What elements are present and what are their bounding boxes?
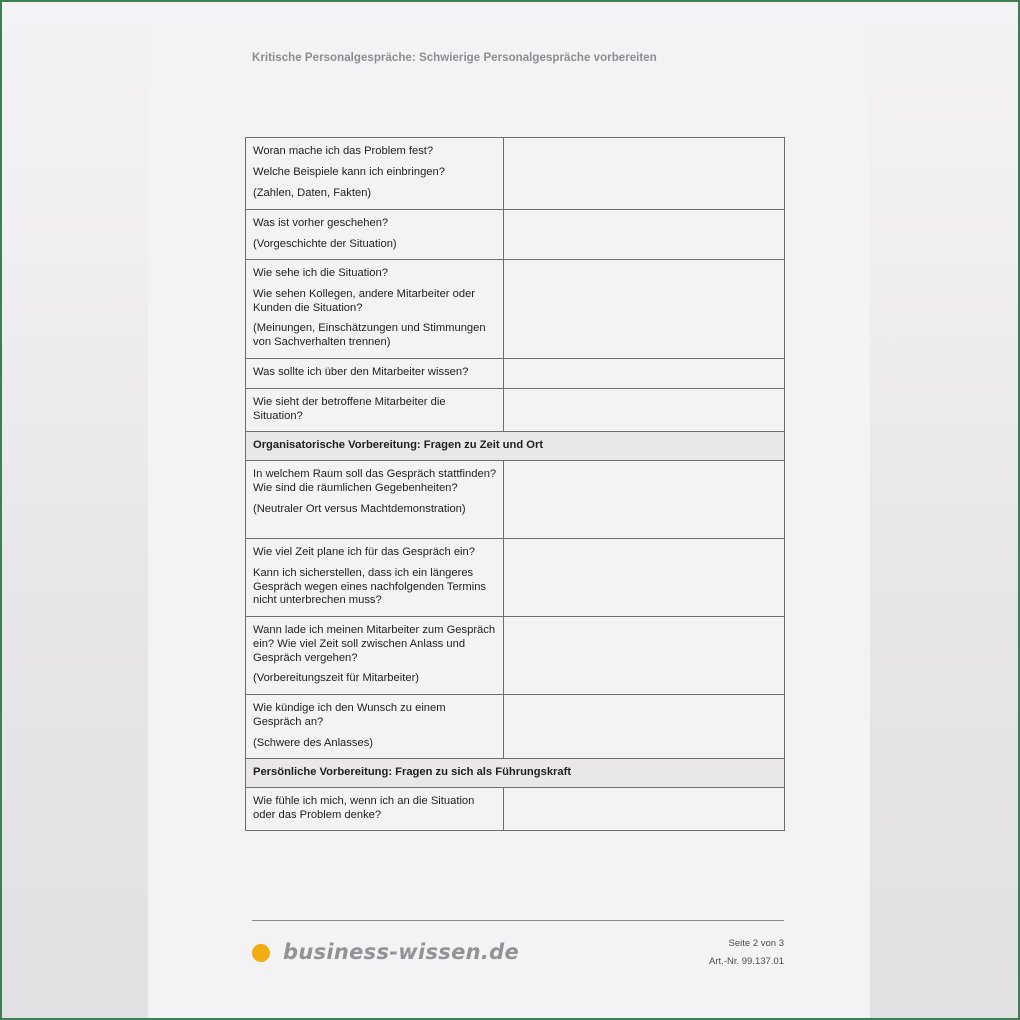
- answer-cell[interactable]: [504, 210, 785, 260]
- question-text: Welche Beispiele kann ich einbringen?: [253, 165, 445, 178]
- question-text: Wie kündige ich den Wunsch zu einem Gespräch an?: [253, 702, 446, 728]
- logo-text: business-wissen.de: [283, 940, 520, 964]
- section-header-label: Organisatorische Vorbereitung: Fragen zu Zeit und Ort: [246, 432, 785, 461]
- question-text: (Vorgeschichte der Situation): [253, 237, 397, 250]
- right-margin-panel: [870, 2, 1018, 1018]
- question-text: (Zahlen, Daten, Fakten): [253, 186, 372, 199]
- question-cell: [246, 389, 504, 432]
- answer-cell[interactable]: [504, 389, 785, 432]
- question-text: Wie fühle ich mich, wenn ich an die Situation oder das Problem denke?: [253, 795, 475, 821]
- question-text: (Neutraler Ort versus Machtdemonstration): [253, 502, 466, 515]
- question-text: Was ist vorher geschehen?: [253, 217, 389, 229]
- question-text: Wann lade ich meinen Mitarbeiter zum Gespräch ein? Wie viel Zeit soll zwischen Anlass und Gespräch vergehen?: [253, 624, 496, 664]
- footer-divider: [252, 920, 784, 921]
- question-text: Wie viel Zeit plane ich für das Gespräch ein?: [253, 546, 475, 558]
- question-cell: [246, 617, 504, 695]
- answer-cell[interactable]: [504, 359, 785, 389]
- question-cell: [246, 138, 504, 210]
- answer-cell[interactable]: [504, 138, 785, 210]
- table-row: [246, 138, 785, 210]
- question-text: Was sollte ich über den Mitarbeiter wissen?: [253, 366, 469, 378]
- section-header-label: Persönliche Vorbereitung: Fragen zu sich als Führungskraft: [246, 759, 785, 788]
- preparation-questions-table: [245, 137, 785, 831]
- section-header-row: [246, 432, 785, 461]
- answer-cell[interactable]: [504, 461, 785, 539]
- question-cell: [246, 461, 504, 539]
- question-cell: [246, 359, 504, 389]
- question-text: (Meinungen, Einschätzungen und Stimmungen von Sachverhalten trennen): [253, 322, 486, 349]
- question-text: Kann ich sicherstellen, dass ich ein längeres Gespräch wegen eines nachfolgenden Termins nicht unterbrechen muss?: [253, 566, 487, 607]
- answer-cell[interactable]: [504, 539, 785, 617]
- table-row: [246, 695, 785, 759]
- answer-cell[interactable]: [504, 788, 785, 831]
- answer-cell[interactable]: [504, 695, 785, 759]
- section-header-row: [246, 759, 785, 788]
- question-cell: [246, 695, 504, 759]
- article-number: Art.-Nr. 99.137.01: [709, 956, 784, 967]
- table-row: [246, 389, 785, 432]
- question-text: (Vorbereitungszeit für Mitarbeiter): [253, 672, 420, 685]
- table-row: [246, 617, 785, 695]
- document-header-title: Kritische Personalgespräche: Schwierige Personalgespräche vorbereiten: [252, 52, 657, 64]
- footer-meta: [709, 935, 784, 971]
- question-text: In welchem Raum soll das Gespräch stattfinden? Wie sind die räumlichen Gegebenheiten?: [253, 468, 497, 494]
- question-text: Wie sehen Kollegen, andere Mitarbeiter oder Kunden die Situation?: [253, 287, 476, 314]
- question-cell: [246, 210, 504, 260]
- question-text: Wie sehe ich die Situation?: [253, 267, 388, 279]
- question-text: (Schwere des Anlasses): [253, 736, 374, 749]
- table-row: [246, 260, 785, 359]
- table-row: [246, 210, 785, 260]
- table-row: [246, 788, 785, 831]
- left-margin-panel: [2, 2, 148, 1018]
- question-cell: [246, 539, 504, 617]
- question-text: Wie sieht der betroffene Mitarbeiter die Situation?: [253, 396, 446, 422]
- table-row: [246, 539, 785, 617]
- logo-dot-icon: [252, 944, 270, 962]
- table-row: [246, 359, 785, 389]
- question-text: Woran mache ich das Problem fest?: [253, 145, 434, 157]
- table-row: [246, 461, 785, 539]
- answer-cell[interactable]: [504, 260, 785, 359]
- answer-cell[interactable]: [504, 617, 785, 695]
- page-number: Seite 2 von 3: [728, 938, 784, 949]
- question-cell: [246, 788, 504, 831]
- question-cell: [246, 260, 504, 359]
